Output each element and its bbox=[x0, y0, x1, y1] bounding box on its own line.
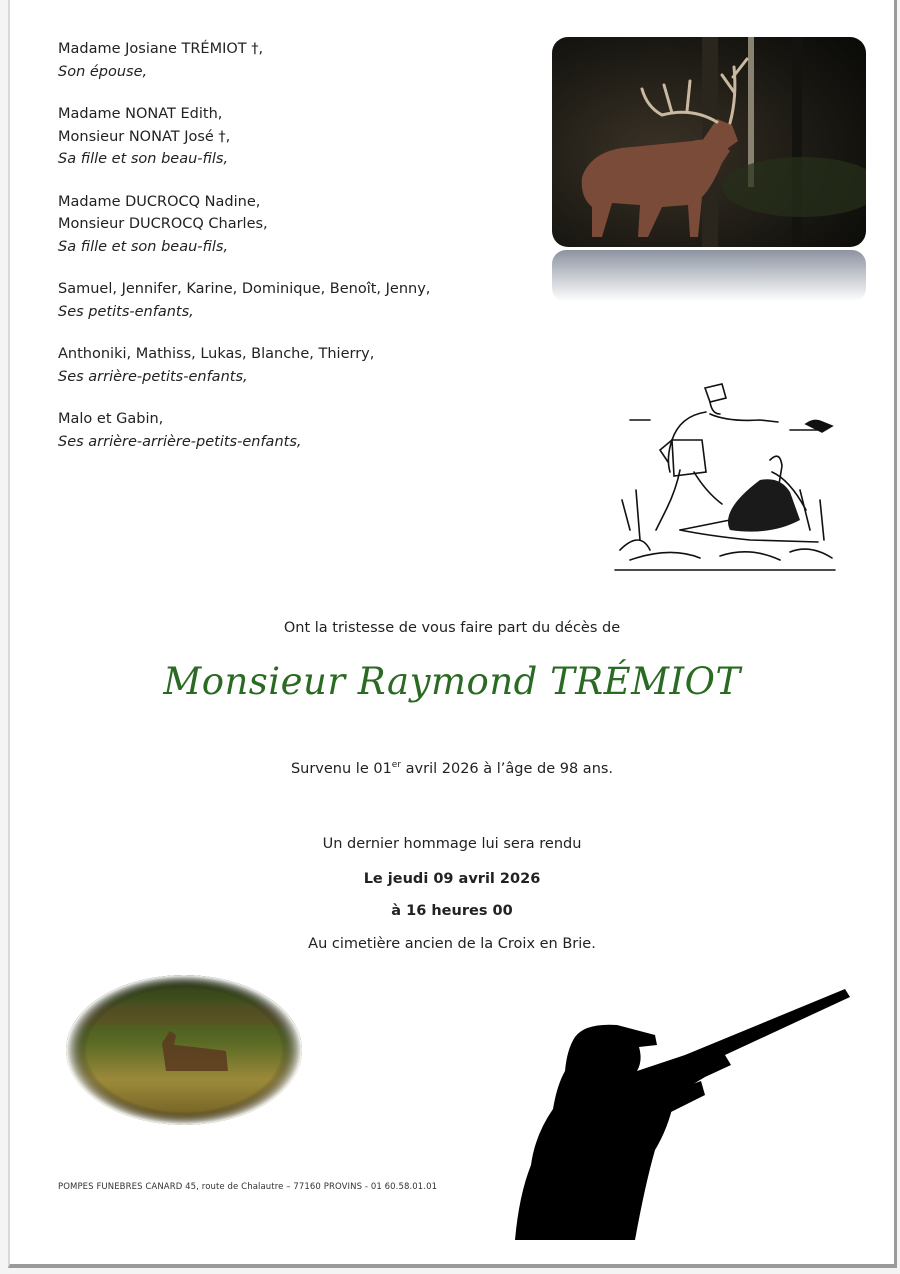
family-entry bbox=[58, 408, 518, 453]
obituary-page bbox=[8, 0, 897, 1268]
family-list bbox=[58, 38, 518, 473]
death-date-superscript: er bbox=[391, 760, 402, 770]
deer-photo bbox=[552, 37, 866, 247]
hunter-dog-drawing bbox=[610, 380, 840, 575]
family-name: Samuel, Jennifer, Karine, Dominique, Benoît, Jenny, bbox=[58, 281, 431, 297]
deer-photo-reflection bbox=[552, 250, 866, 302]
family-relation: Ses arrière-petits-enfants, bbox=[58, 368, 248, 385]
ceremony-date: Le jeudi 09 avril 2026 bbox=[363, 871, 541, 887]
deceased-name: Monsieur Raymond TRÉMIOT bbox=[163, 660, 741, 703]
family-relation: Son épouse, bbox=[58, 63, 148, 80]
ceremony-place: Au cimetière ancien de la Croix en Brie. bbox=[308, 936, 596, 952]
family-name: Madame NONAT Edith, bbox=[58, 106, 223, 122]
family-name: Anthoniki, Mathiss, Lukas, Blanche, Thierry, bbox=[58, 346, 375, 362]
family-entry bbox=[58, 278, 518, 323]
family-relation: Ses arrière-arrière-petits-enfants, bbox=[58, 433, 302, 450]
family-entry bbox=[58, 191, 518, 259]
hommage-text: Un dernier hommage lui sera rendu bbox=[322, 836, 582, 852]
family-relation: Sa fille et son beau-fils, bbox=[58, 238, 229, 255]
field-deer-photo bbox=[66, 975, 302, 1125]
ceremony-time: à 16 heures 00 bbox=[391, 903, 513, 919]
family-entry bbox=[58, 38, 518, 83]
family-name: Monsieur NONAT José †, bbox=[58, 128, 231, 145]
family-relation: Ses petits-enfants, bbox=[58, 303, 194, 320]
family-name: Monsieur DUCROCQ Charles, bbox=[58, 216, 268, 232]
family-name: Malo et Gabin, bbox=[58, 411, 164, 427]
family-name: Madame DUCROCQ Nadine, bbox=[58, 193, 261, 210]
intro-text: Ont la tristesse de vous faire part du décès de bbox=[283, 620, 621, 636]
family-entry bbox=[58, 103, 518, 171]
funeral-home-footer: POMPES FUNEBRES CANARD 45, route de Chalautre – 77160 PROVINS - 01 60.58.01.01 bbox=[58, 1182, 438, 1192]
death-date-suffix: avril 2026 à l’âge de 98 ans. bbox=[401, 760, 614, 777]
family-relation: Sa fille et son beau-fils, bbox=[58, 151, 229, 167]
family-entry bbox=[58, 343, 518, 388]
family-name: Madame Josiane TRÉMIOT †, bbox=[58, 41, 264, 57]
shooter-silhouette bbox=[505, 985, 850, 1240]
death-date-prefix: Survenu le 01 bbox=[290, 760, 392, 777]
death-date-line bbox=[10, 760, 894, 777]
